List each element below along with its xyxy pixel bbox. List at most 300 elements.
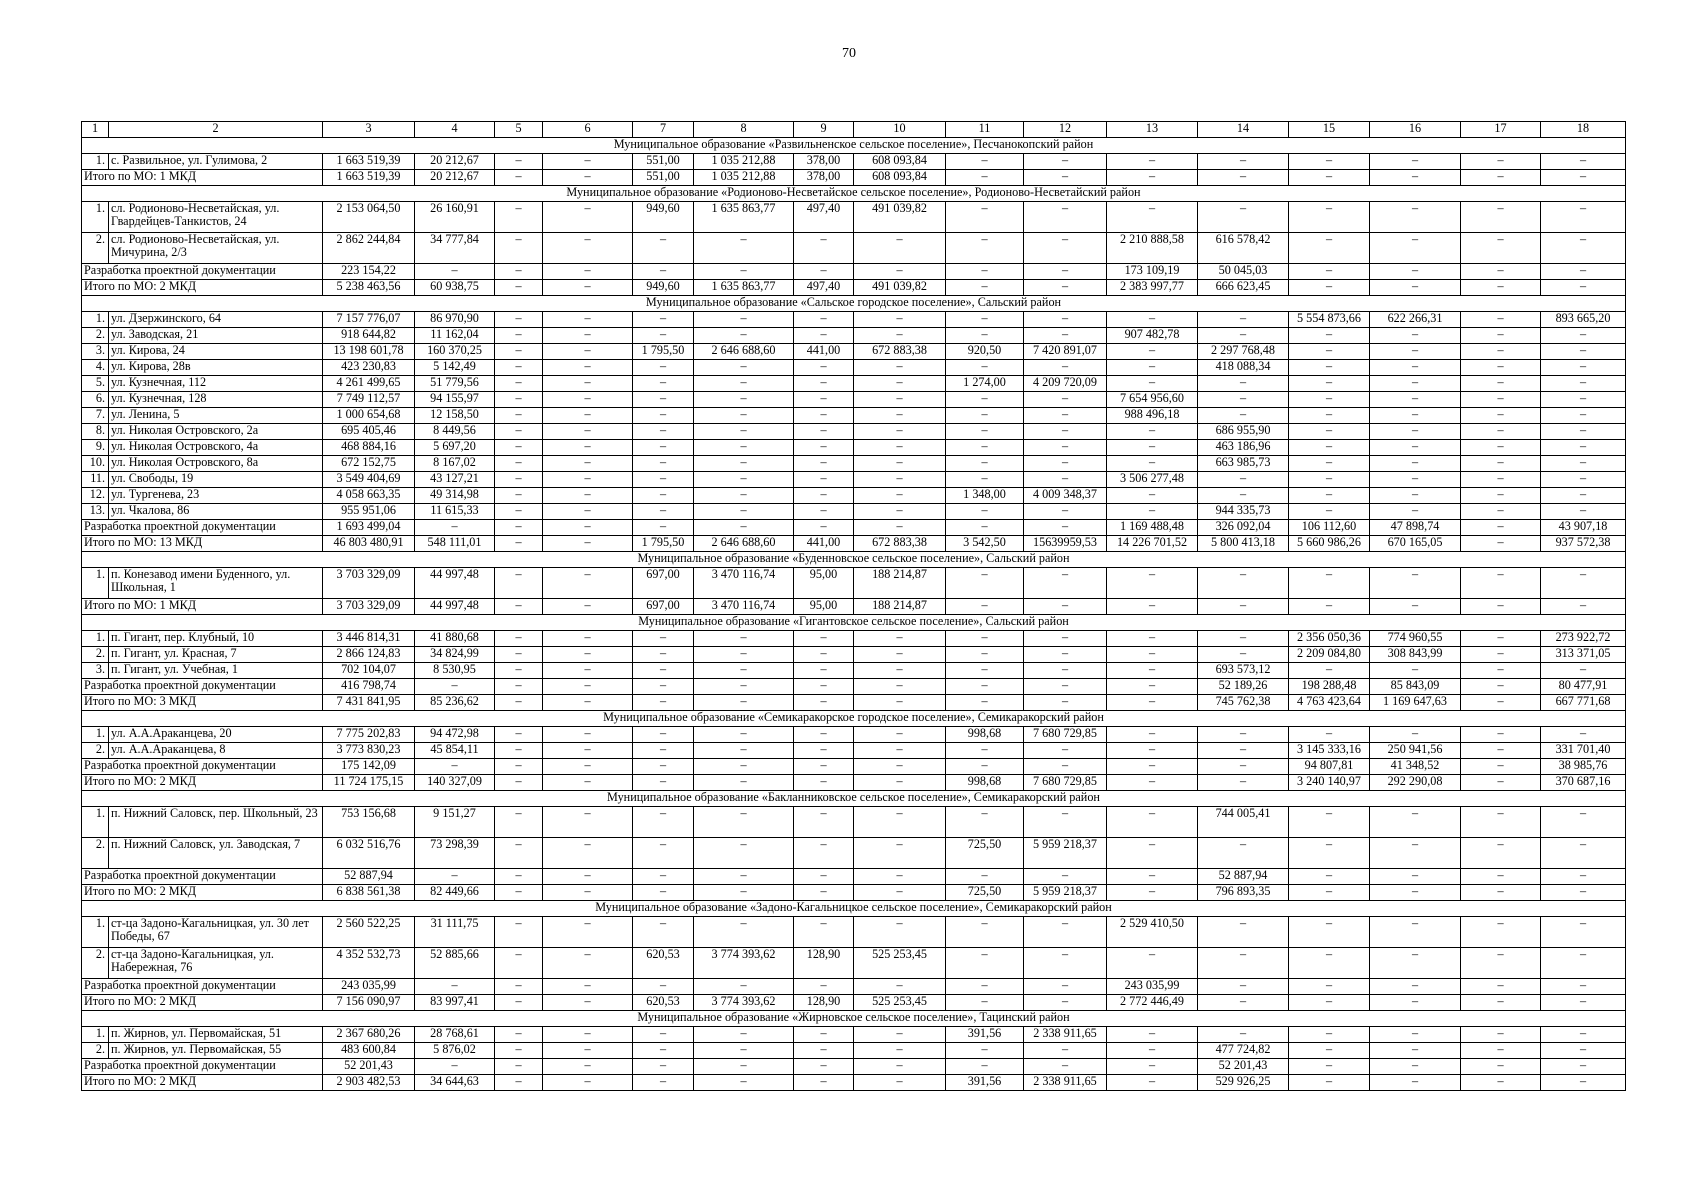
value-cell: 2 356 050,36 [1289,631,1370,647]
value-cell: – [495,631,543,647]
value-cell: – [1198,759,1289,775]
value-cell: – [543,408,633,424]
value-cell: – [1461,344,1541,360]
value-cell: 160 370,25 [415,344,495,360]
value-cell: – [1541,202,1626,233]
value-cell: – [543,948,633,979]
value-cell: – [794,917,854,948]
value-cell: – [1024,568,1107,599]
value-cell: – [495,695,543,711]
value-cell: – [854,472,946,488]
section-title-row [82,552,1626,568]
value-cell: – [495,647,543,663]
value-cell: 1 635 863,77 [694,202,794,233]
row-label: Итого по МО: 2 МКД [82,995,323,1011]
value-cell: – [946,663,1024,679]
address-cell: ул. Ленина, 5 [109,408,323,424]
value-cell: – [1107,504,1198,520]
value-cell: – [633,1059,694,1075]
table-row [82,392,1626,408]
value-cell: – [1289,408,1370,424]
value-cell: – [854,360,946,376]
row-label: Разработка проектной документации [82,520,323,536]
value-cell: – [794,264,854,280]
value-cell: 13 198 601,78 [323,344,415,360]
value-cell: 73 298,39 [415,838,495,869]
value-cell: – [543,869,633,885]
value-cell: – [1461,424,1541,440]
value-cell: – [1198,917,1289,948]
value-cell: – [1370,504,1461,520]
value-cell: 3 774 393,62 [694,948,794,979]
value-cell: 1 635 863,77 [694,280,794,296]
value-cell: – [495,885,543,901]
value-cell: 4 261 499,65 [323,376,415,392]
value-cell: 313 371,05 [1541,647,1626,663]
value-cell: – [543,647,633,663]
value-cell: – [794,1059,854,1075]
section-title: Муниципальное образование «Гигантовское сельское поселение», Сальский район [82,615,1626,631]
value-cell: – [1461,456,1541,472]
value-cell: – [1370,1059,1461,1075]
summary-row [82,995,1626,1011]
value-cell: – [1198,995,1289,1011]
value-cell: 2 297 768,48 [1198,344,1289,360]
value-cell: – [1289,202,1370,233]
value-cell: – [1024,328,1107,344]
value-cell: – [543,376,633,392]
value-cell: – [694,488,794,504]
column-number-cell: 3 [323,122,415,138]
row-number: 2. [82,1043,109,1059]
row-number: 5. [82,376,109,392]
table-row [82,948,1626,979]
value-cell: – [495,472,543,488]
value-cell: – [543,520,633,536]
value-cell: – [794,775,854,791]
value-cell: – [633,312,694,328]
value-cell: – [694,440,794,456]
address-cell: ул. Дзержинского, 64 [109,312,323,328]
value-cell: 5 660 986,26 [1289,536,1370,552]
value-cell: – [1370,170,1461,186]
value-cell: – [1370,376,1461,392]
value-cell: – [854,233,946,264]
value-cell: – [1107,1075,1198,1091]
value-cell: 416 798,74 [323,679,415,695]
value-cell: – [1198,488,1289,504]
value-cell: 326 092,04 [1198,520,1289,536]
value-cell: 3 774 393,62 [694,995,794,1011]
value-cell: – [1289,504,1370,520]
value-cell: – [1289,568,1370,599]
value-cell: – [543,917,633,948]
value-cell: 85 843,09 [1370,679,1461,695]
section-title: Муниципальное образование «Семикаракорское городское поселение», Семикаракорский район [82,711,1626,727]
table-row [82,663,1626,679]
column-number-cell: 8 [694,122,794,138]
summary-row [82,679,1626,695]
value-cell: – [495,1075,543,1091]
value-cell: 744 005,41 [1198,807,1289,838]
value-cell: – [1461,170,1541,186]
value-cell: – [1289,948,1370,979]
value-cell: – [794,440,854,456]
value-cell: – [1461,520,1541,536]
value-cell: – [694,775,794,791]
value-cell: 753 156,68 [323,807,415,838]
table-row [82,568,1626,599]
value-cell: – [1370,1043,1461,1059]
value-cell: 4 209 720,09 [1024,376,1107,392]
value-cell: – [854,679,946,695]
value-cell: – [1370,472,1461,488]
value-cell: 1 000 654,68 [323,408,415,424]
value-cell: 944 335,73 [1198,504,1289,520]
value-cell: – [1370,264,1461,280]
value-cell: – [633,775,694,791]
value-cell: – [633,885,694,901]
value-cell: 95,00 [794,568,854,599]
value-cell: – [1024,504,1107,520]
value-cell: – [1461,838,1541,869]
value-cell: 5 697,20 [415,440,495,456]
value-cell: – [794,1027,854,1043]
value-cell: – [1107,679,1198,695]
header-row [82,122,1626,138]
value-cell: – [1461,488,1541,504]
value-cell: 998,68 [946,727,1024,743]
value-cell: – [854,743,946,759]
summary-row [82,695,1626,711]
value-cell: 292 290,08 [1370,775,1461,791]
value-cell: – [1289,1075,1370,1091]
value-cell: – [1541,599,1626,615]
summary-row [82,869,1626,885]
value-cell: 391,56 [946,1075,1024,1091]
value-cell: – [694,679,794,695]
value-cell: 3 549 404,69 [323,472,415,488]
value-cell: – [1198,170,1289,186]
value-cell: – [694,1059,794,1075]
value-cell: – [1198,948,1289,979]
value-cell: 4 058 663,35 [323,488,415,504]
value-cell: – [633,1043,694,1059]
value-cell: – [1289,344,1370,360]
value-cell: – [1107,202,1198,233]
value-cell: 551,00 [633,170,694,186]
table-row [82,328,1626,344]
value-cell: – [1107,599,1198,615]
value-cell: – [854,759,946,775]
value-cell: 7 680 729,85 [1024,775,1107,791]
value-cell: – [1461,280,1541,296]
value-cell: 8 449,56 [415,424,495,440]
value-cell: – [794,807,854,838]
value-cell: – [633,695,694,711]
value-cell: – [1107,727,1198,743]
value-cell: – [1461,599,1541,615]
table-row [82,504,1626,520]
value-cell: 41 348,52 [1370,759,1461,775]
value-cell: – [1107,1043,1198,1059]
row-number: 2. [82,743,109,759]
value-cell: – [1461,202,1541,233]
column-number-cell: 11 [946,122,1024,138]
column-number-cell: 13 [1107,122,1198,138]
address-cell: ул. Николая Островского, 8а [109,456,323,472]
value-cell: – [633,360,694,376]
value-cell: 52 887,94 [1198,869,1289,885]
value-cell: 3 773 830,23 [323,743,415,759]
value-cell: – [694,743,794,759]
value-cell: 44 997,48 [415,599,495,615]
value-cell: – [1024,948,1107,979]
value-cell: – [1024,599,1107,615]
address-cell: п. Гигант, пер. Клубный, 10 [109,631,323,647]
value-cell: 2 646 688,60 [694,536,794,552]
value-cell: 2 772 446,49 [1107,995,1198,1011]
value-cell: – [1370,280,1461,296]
value-cell: 667 771,68 [1541,695,1626,711]
value-cell: – [1370,917,1461,948]
value-cell: – [854,456,946,472]
value-cell: – [1461,1059,1541,1075]
value-cell: – [1107,154,1198,170]
value-cell: – [633,979,694,995]
value-cell: 83 997,41 [415,995,495,1011]
value-cell: 80 477,91 [1541,679,1626,695]
value-cell: – [495,264,543,280]
value-cell: – [1541,885,1626,901]
value-cell: – [854,917,946,948]
value-cell: – [946,328,1024,344]
value-cell: – [1289,995,1370,1011]
value-cell: 497,40 [794,280,854,296]
value-cell: – [1024,743,1107,759]
value-cell: – [495,170,543,186]
value-cell: – [946,440,1024,456]
value-cell: 7 420 891,07 [1024,344,1107,360]
column-number-cell: 16 [1370,122,1461,138]
value-cell: – [415,1059,495,1075]
value-cell: – [1198,376,1289,392]
value-cell: – [1107,568,1198,599]
value-cell: – [495,456,543,472]
value-cell: 441,00 [794,536,854,552]
value-cell: – [495,504,543,520]
value-cell: 663 985,73 [1198,456,1289,472]
value-cell: 331 701,40 [1541,743,1626,759]
value-cell: – [1541,424,1626,440]
value-cell: – [794,328,854,344]
value-cell: – [1370,885,1461,901]
value-cell: – [1461,504,1541,520]
value-cell: – [1107,312,1198,328]
value-cell: 94 155,97 [415,392,495,408]
value-cell: 43 907,18 [1541,520,1626,536]
value-cell: – [543,838,633,869]
value-cell: – [543,504,633,520]
value-cell: – [1370,360,1461,376]
value-cell: – [543,599,633,615]
value-cell: – [495,408,543,424]
value-cell: – [1461,759,1541,775]
value-cell: – [1289,280,1370,296]
value-cell: 31 111,75 [415,917,495,948]
value-cell: – [794,376,854,392]
value-cell: – [946,917,1024,948]
value-cell: – [1461,1075,1541,1091]
value-cell: – [854,488,946,504]
value-cell: – [694,520,794,536]
value-cell: – [543,807,633,838]
value-cell: – [633,1075,694,1091]
value-cell: – [946,312,1024,328]
value-cell: – [1024,995,1107,1011]
value-cell: – [1541,1075,1626,1091]
table-row [82,472,1626,488]
address-cell: ул. А.А.Араканцева, 8 [109,743,323,759]
value-cell: 918 644,82 [323,328,415,344]
value-cell: 243 035,99 [323,979,415,995]
value-cell: – [1198,328,1289,344]
value-cell: 20 212,67 [415,154,495,170]
value-cell: – [946,424,1024,440]
value-cell: 616 578,42 [1198,233,1289,264]
value-cell: – [1541,440,1626,456]
value-cell: – [1461,440,1541,456]
value-cell: 41 880,68 [415,631,495,647]
value-cell: – [854,312,946,328]
table-row [82,647,1626,663]
value-cell: 173 109,19 [1107,264,1198,280]
row-number: 4. [82,360,109,376]
value-cell: 51 779,56 [415,376,495,392]
value-cell: 5 876,02 [415,1043,495,1059]
table-row [82,154,1626,170]
value-cell: – [495,440,543,456]
value-cell: 34 824,99 [415,647,495,663]
table-row [82,631,1626,647]
value-cell: – [854,440,946,456]
value-cell: – [415,679,495,695]
table-row [82,743,1626,759]
value-cell: 12 158,50 [415,408,495,424]
value-cell: – [1541,663,1626,679]
value-cell: 94 472,98 [415,727,495,743]
value-cell: – [1541,838,1626,869]
row-label: Итого по МО: 2 МКД [82,1075,323,1091]
value-cell: – [543,424,633,440]
row-number: 8. [82,424,109,440]
value-cell: – [495,775,543,791]
value-cell: – [1370,869,1461,885]
value-cell: 5 238 463,56 [323,280,415,296]
value-cell: 128,90 [794,948,854,979]
address-cell: ул. Заводская, 21 [109,328,323,344]
address-cell: п. Жирнов, ул. Первомайская, 55 [109,1043,323,1059]
value-cell: 4 763 423,64 [1289,695,1370,711]
value-cell: 5 959 218,37 [1024,838,1107,869]
row-number: 9. [82,440,109,456]
value-cell: – [1289,727,1370,743]
value-cell: – [946,647,1024,663]
value-cell: – [946,154,1024,170]
value-cell: – [854,695,946,711]
value-cell: 725,50 [946,838,1024,869]
value-cell: 11 162,04 [415,328,495,344]
value-cell: 2 210 888,58 [1107,233,1198,264]
object-list-table [81,121,1626,1091]
value-cell: – [946,695,1024,711]
value-cell: 6 032 516,76 [323,838,415,869]
value-cell: – [495,917,543,948]
value-cell: – [495,280,543,296]
value-cell: – [1289,360,1370,376]
address-cell: ст-ца Задоно-Кагальницкая, ул. Набережная, 76 [109,948,323,979]
value-cell: – [854,520,946,536]
value-cell: 175 142,09 [323,759,415,775]
row-label: Разработка проектной документации [82,1059,323,1075]
value-cell: – [633,663,694,679]
value-cell: 1 693 499,04 [323,520,415,536]
address-cell: ул. Николая Островского, 2а [109,424,323,440]
table-row [82,312,1626,328]
value-cell: – [543,392,633,408]
row-number: 2. [82,838,109,869]
section-title-row [82,1011,1626,1027]
value-cell: – [1541,1059,1626,1075]
row-number: 2. [82,647,109,663]
value-cell: – [1461,360,1541,376]
value-cell: 2 338 911,65 [1024,1075,1107,1091]
value-cell: – [1289,392,1370,408]
value-cell: – [495,663,543,679]
value-cell: – [1024,631,1107,647]
value-cell: 47 898,74 [1370,520,1461,536]
value-cell: – [495,599,543,615]
value-cell: 188 214,87 [854,568,946,599]
value-cell: 188 214,87 [854,599,946,615]
value-cell: 6 838 561,38 [323,885,415,901]
value-cell: – [1024,170,1107,186]
value-cell: – [794,695,854,711]
value-cell: – [854,1043,946,1059]
value-cell: – [1289,456,1370,472]
value-cell: – [794,312,854,328]
value-cell: – [946,360,1024,376]
value-cell: – [854,775,946,791]
value-cell: 52 189,26 [1198,679,1289,695]
value-cell: – [1541,1043,1626,1059]
value-cell: – [495,376,543,392]
value-cell: 20 212,67 [415,170,495,186]
value-cell: – [854,392,946,408]
table-row [82,376,1626,392]
value-cell: – [1461,1043,1541,1059]
value-cell: – [794,647,854,663]
row-number: 2. [82,948,109,979]
value-cell: – [1541,170,1626,186]
address-cell: ул. Кирова, 28в [109,360,323,376]
value-cell: 7 680 729,85 [1024,727,1107,743]
value-cell: – [1370,392,1461,408]
section-title-row [82,711,1626,727]
value-cell: – [415,979,495,995]
address-cell: ул. Чкалова, 86 [109,504,323,520]
value-cell: – [1107,344,1198,360]
